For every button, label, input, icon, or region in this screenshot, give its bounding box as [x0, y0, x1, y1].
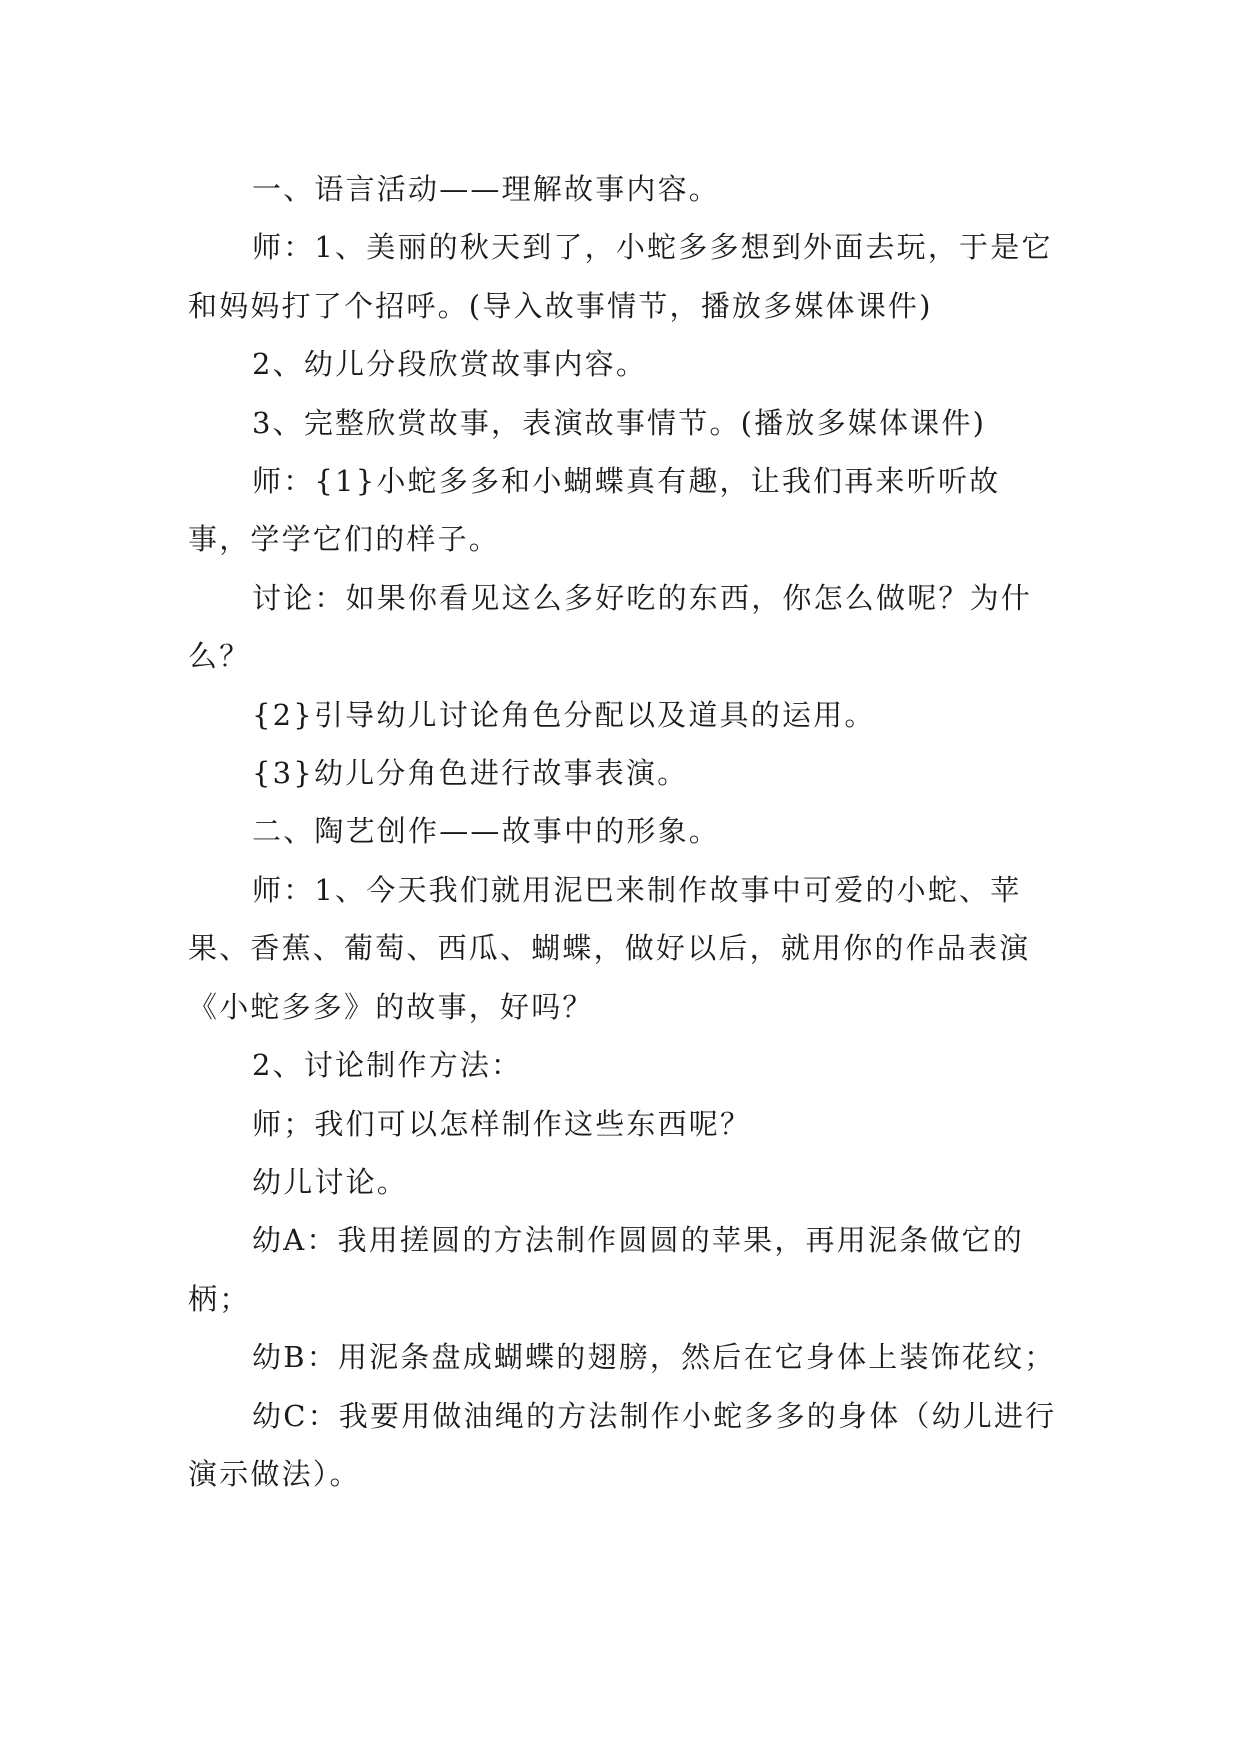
paragraph-teacher-question: 师；我们可以怎样制作这些东西呢？ — [252, 1106, 752, 1141]
paragraph-section-2-heading: 二、陶艺创作——故事中的形象。 — [252, 814, 721, 849]
paragraph-teacher-intro: 师：1、美丽的秋天到了，小蛇多多想到外面去玩，于是它和妈妈打了个招呼。(导入故事情节，播放多媒体课件) — [188, 230, 1053, 323]
document-body — [188, 160, 1058, 1503]
paragraph-child-a: 幼A：我用搓圆的方法制作圆圆的苹果，再用泥条做它的柄； — [188, 1223, 1024, 1316]
paragraph-section-1-heading: 一、语言活动——理解故事内容。 — [252, 172, 721, 206]
paragraph-teacher-1: 师：{1}小蛇多多和小蝴蝶真有趣，让我们再来听听故事，学学它们的样子。 — [188, 464, 1001, 557]
paragraph-step-3: 3、完整欣赏故事，表演故事情节。(播放多媒体课件) — [252, 405, 987, 440]
paragraph-teacher-clay: 师：1、今天我们就用泥巴来制作故事中可爱的小蛇、苹果、香蕉、葡萄、西瓜、蝴蝶，做好以后，就用你的作品表演《小蛇多多》的故事，好吗？ — [188, 872, 1031, 1024]
paragraph-child-c: 幼C：我要用做油绳的方法制作小蛇多多的身体（幼儿进行演示做法）。 — [188, 1398, 1057, 1491]
paragraph-discussion: 讨论：如果你看见这么多好吃的东西，你怎么做呢？为什么？ — [188, 580, 1033, 674]
paragraph-item-3: {3}幼儿分角色进行故事表演。 — [252, 756, 689, 791]
paragraph-item-2: {2}引导幼儿讨论角色分配以及道具的运用。 — [252, 697, 876, 732]
paragraph-method-discussion: 2、讨论制作方法： — [252, 1048, 523, 1083]
paragraph-step-2: 2、幼儿分段欣赏故事内容。 — [252, 347, 648, 382]
paragraph-child-b: 幼B：用泥条盘成蝴蝶的翅膀，然后在它身体上装饰花纹； — [252, 1340, 1056, 1375]
paragraph-children-discuss: 幼儿讨论。 — [252, 1164, 409, 1199]
